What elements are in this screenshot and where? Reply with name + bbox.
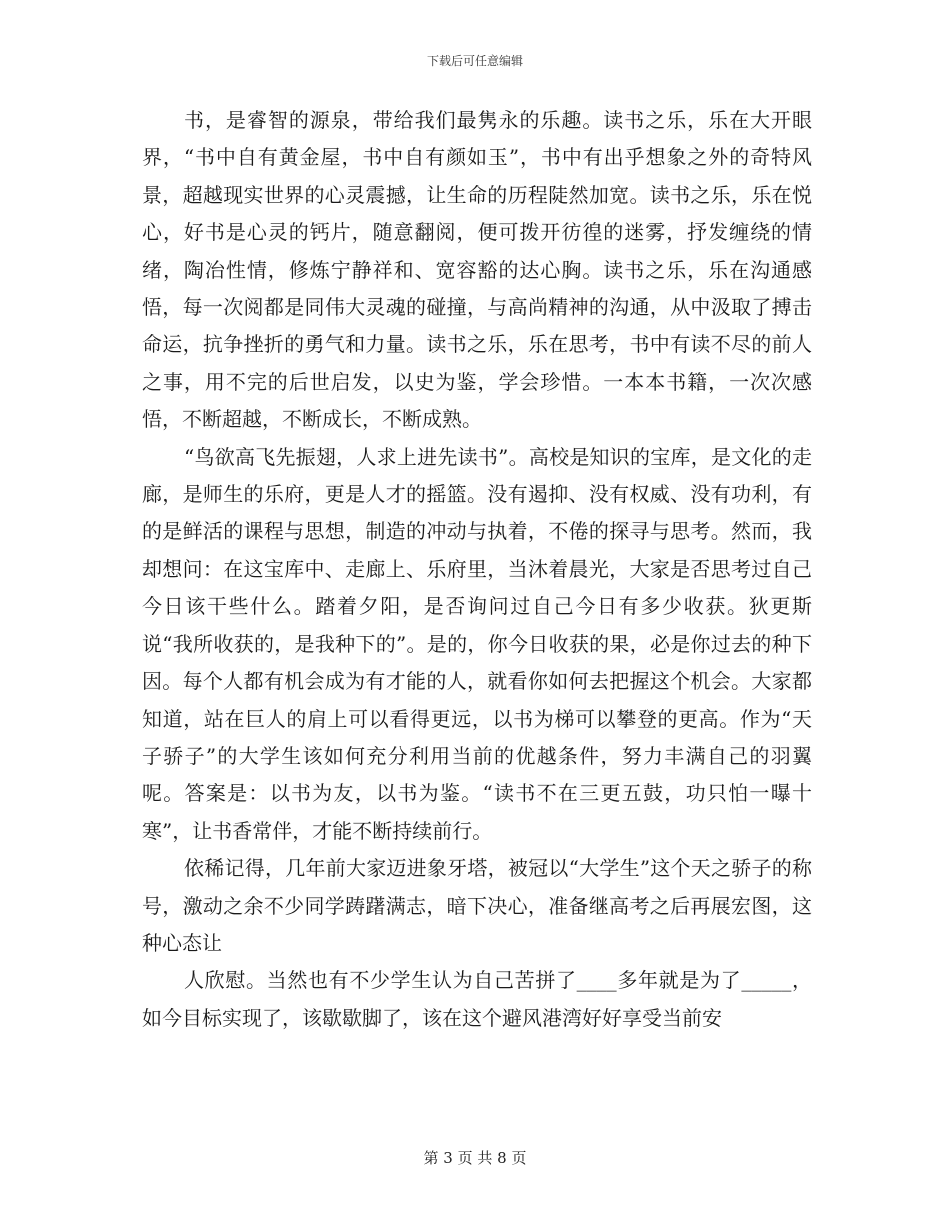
page-number: 第 3 页 共 8 页 xyxy=(423,1149,527,1167)
document-body xyxy=(142,102,812,1037)
paragraph-continuation: 人欣慰。当然也有不少学生认为自己苦拼了____多年就是为了_____，如今目标实现了，该歇歇脚了，该在这个避风港湾好好享受当前安 xyxy=(142,968,812,1030)
paragraph-university-reading: “鸟欲高飞先振翅，人求上进先读书”。高校是知识的宝库，是文化的走廊，是师生的乐府，更是人才的摇篮。没有遏抑、没有权威、没有功利，有的是鲜活的课程与思想，制造的冲动与执着，不倦的探寻与思考。然而，我却想问：在这宝库中、走廊上、乐府里，当沐着晨光，大家是否思考过自己今日该干些什么。踏着夕阳，是否询问过自己今日有多少收获。狄更斯说“我所收获的，是我种下的”。是的，你今日收获的果，必是你过去的种下因。每个人都有机会成为有才能的人，就看你如何去把握这个机会。大家都知道，站在巨人的肩上可以看得更远，以书为梯可以攀登的更高。作为“天子骄子”的大学生该如何充分利用当前的优越条件，努力丰满自己的羽翼呢。答案是：以书为友，以书为鉴。“读书不在三更五鼓，功只怕一曝十寒”，让书香常伴，才能不断持续前行。 xyxy=(142,444,812,843)
header-edit-note: 下载后可任意编辑 xyxy=(426,54,523,68)
paragraph-memory: 依稀记得，几年前大家迈进象牙塔，被冠以“大学生”这个天之骄子的称号，激动之余不少同学踌躇满志，暗下决心，准备继高考之后再展宏图，这种心态让 xyxy=(142,856,812,955)
paragraph-reading-joy: 书，是睿智的源泉，带给我们最隽永的乐趣。读书之乐，乐在大开眼界，“书中自有黄金屋，书中自有颜如玉”，书中有出乎想象之外的奇特风景，超越现实世界的心灵震撼，让生命的历程陡然加宽。读书之乐，乐在悦心，好书是心灵的钙片，随意翻阅，便可拨开彷徨的迷雾，抒发缠绕的情绪，陶冶性情，修炼宁静祥和、宽容豁的达心胸。读书之乐，乐在沟通感悟，每一次阅都是同伟大灵魂的碰撞，与高尚精神的沟通，从中汲取了搏击命运，抗争挫折的勇气和力量。读书之乐，乐在思考，书中有读不尽的前人之事，用不完的后世启发，以史为鉴，学会珍惜。一本本书籍，一次次感悟，不断超越，不断成长，不断成熟。 xyxy=(142,108,812,432)
